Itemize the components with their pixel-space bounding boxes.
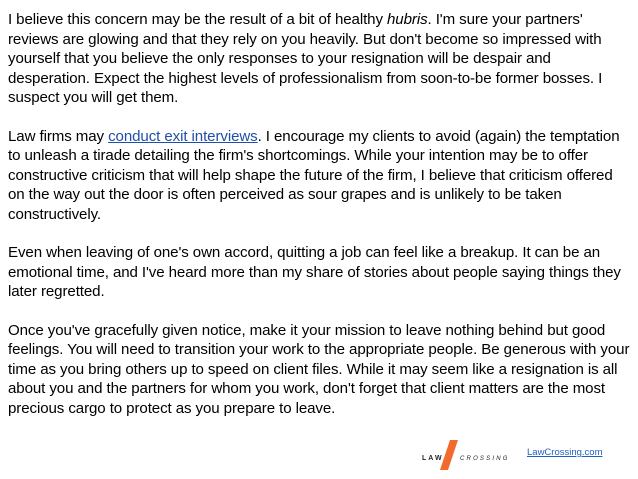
emphasis-hubris: hubris <box>387 11 428 28</box>
logo-word-law: LAW <box>422 455 444 462</box>
paragraph-1 <box>8 10 632 108</box>
paragraph-2-text-end: . I encourage my clients to avoid (again) the temptation to unleash a tirade detailing the firm's shortcomings. While your intention may be to offer constructive criticism that will help shape the future of the firm, I believe that criticism offered on the way out the door is often perceived as sour grapes and is unlikely to be taken constructively. <box>8 127 620 223</box>
logo-word-crossing: CROSSING <box>460 456 510 462</box>
exit-interviews-link[interactable]: conduct exit interviews <box>108 127 258 145</box>
paragraph-1-text-start: I believe this concern may be the result of a bit of healthy <box>8 11 388 28</box>
footer <box>0 440 638 479</box>
paragraph-2 <box>8 127 632 225</box>
lawcrossing-logo <box>420 440 520 470</box>
paragraph-1-text-end: . I'm sure your partners' reviews are glowing and that they rely on you heavily. But don't become so impressed with yourself that you believe the only responses to your resignation will be despair and desperation. Expect the highest levels of professionalism from soon-to-be former bosses. I suspect you will get them. <box>8 11 603 106</box>
paragraph-4: Once you've gracefully given notice, make it your mission to leave nothing behind but good feelings. You will need to transition your work to the appropriate people. Be generous with your time as you bring others up to speed on client files. While it may seem like a resignation is all about you and the partners for whom you work, don't forget that client matters are the most precious cargo to protect as you prepare to leave. <box>8 321 630 417</box>
article-body <box>8 10 632 437</box>
lawcrossing-site-link[interactable]: LawCrossing.com <box>527 447 603 458</box>
paragraph-2-text-start: Law firms may <box>8 127 109 145</box>
paragraph-3: Even when leaving of one's own accord, quitting a job can feel like a breakup. It can be an emotional time, and I've heard more than my share of stories about people saying things they later regretted. <box>8 244 621 300</box>
